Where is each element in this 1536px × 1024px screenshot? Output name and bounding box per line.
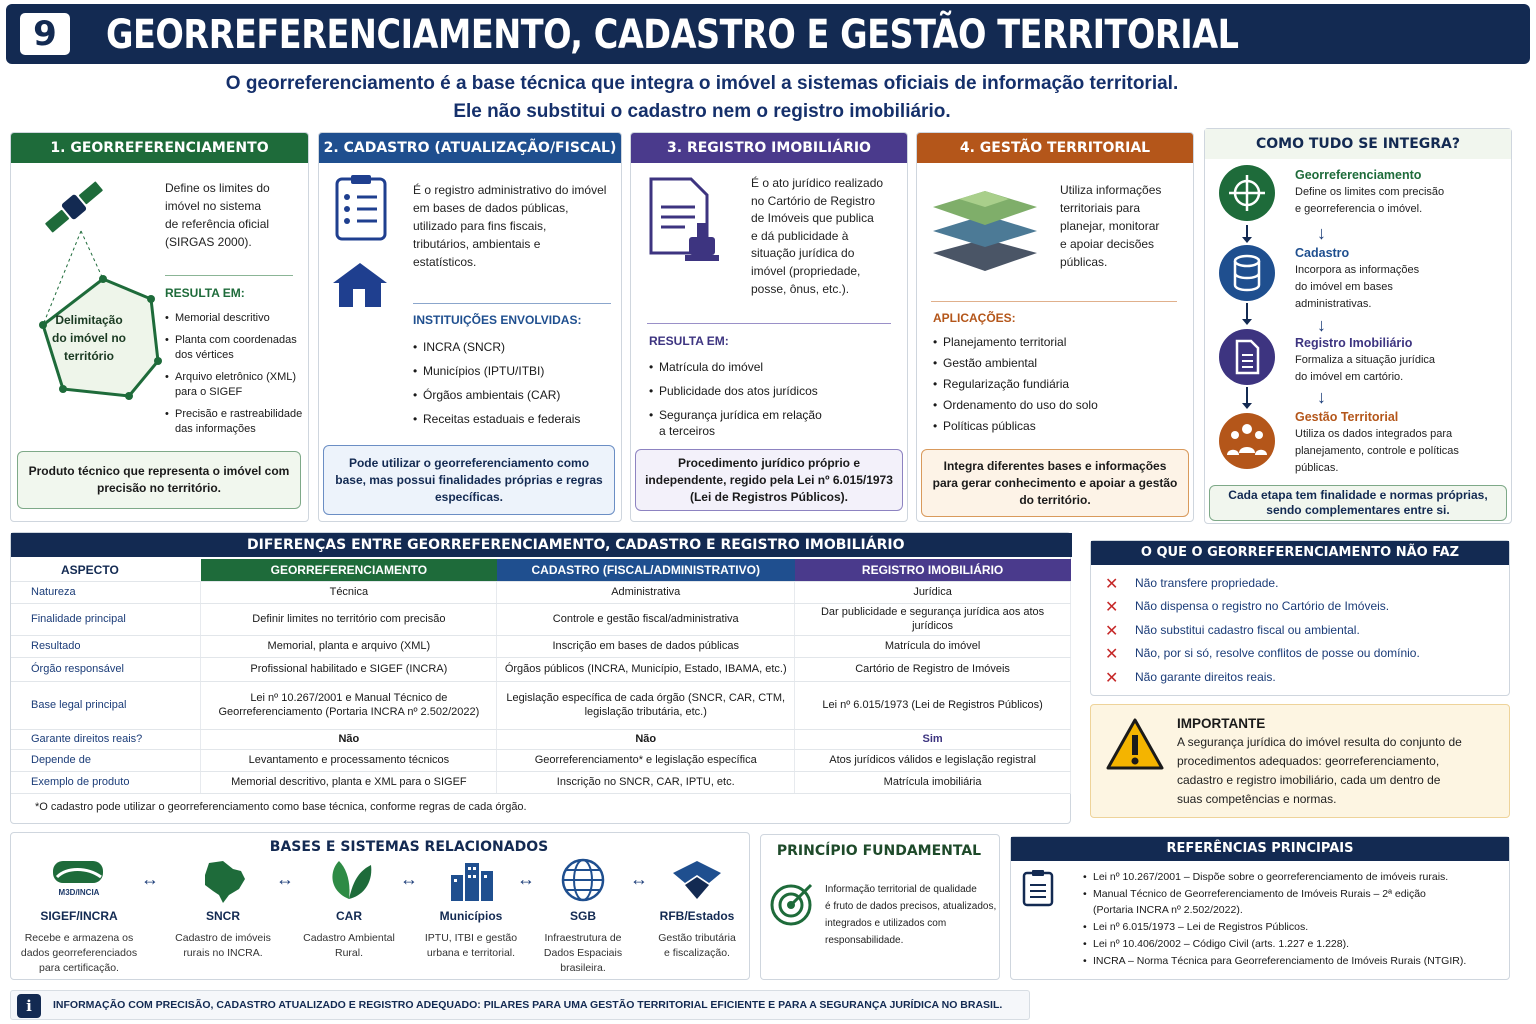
table-row — [11, 681, 1071, 729]
row-label: Depende de — [11, 749, 201, 771]
not-do-panel — [1090, 540, 1510, 696]
brazil-map-icon — [195, 857, 251, 903]
list-item-text: Não garante direitos reais. — [1135, 669, 1276, 684]
table-cell: Jurídica — [795, 581, 1071, 603]
double-arrow-icon: ↔ — [517, 869, 535, 889]
differences-table-panel — [10, 532, 1071, 824]
table-cell: Memorial descritivo, planta e XML para o SIGEF — [201, 771, 497, 793]
subtitle-line-1: O georreferenciamento é a base técnica que integra o imóvel a sistemas oficiais de informação territorial. — [225, 73, 1179, 94]
people-icon — [1219, 413, 1275, 469]
table-cell: Profissional habilitado e SIGEF (INCRA) — [201, 657, 497, 681]
panel-title: BASES E SISTEMAS RELACIONADOS — [269, 839, 549, 855]
list-item — [1105, 598, 1505, 621]
card-description — [413, 181, 619, 271]
desc-line: (SIRGAS 2000). — [165, 235, 252, 249]
table-row — [11, 581, 1071, 603]
desc-line: estatísticos. — [413, 255, 477, 269]
list-item — [1083, 953, 1503, 969]
step-text: planejamento, controle e políticas — [1295, 445, 1459, 457]
references-list — [1083, 869, 1503, 970]
system-name: RFB/Estados — [659, 909, 735, 923]
col-header: CADASTRO (FISCAL/ADMINISTRATIVO) — [497, 559, 795, 581]
institutions-list — [413, 339, 613, 435]
integration-step — [1295, 335, 1505, 386]
down-arrow-icon: ↓ — [1317, 223, 1326, 243]
principle-line: responsabilidade. — [825, 935, 904, 946]
panel-title: COMO TUDO SE INTEGRA? — [1205, 129, 1511, 159]
desc-line: tributários, ambientais e — [413, 237, 541, 251]
row-label: Órgão responsável — [11, 657, 201, 681]
table-footnote: *O cadastro pode utilizar o georreferenciamento como base técnica, conforme regras de cada órgão. — [35, 801, 527, 813]
step-text: do imóvel em bases — [1295, 281, 1393, 293]
desc-line: posse, ônus, etc.). — [751, 281, 850, 296]
system-description-line: Rural. — [334, 947, 363, 959]
step-text: Define os limites com precisão — [1295, 186, 1445, 198]
system-description — [13, 931, 145, 976]
system-description-line: e fiscalização. — [664, 947, 730, 959]
step-text: do imóvel em cartório. — [1295, 371, 1404, 383]
principle-text — [825, 881, 997, 949]
clipboard-icon — [333, 173, 393, 243]
step-name: Registro Imobiliário — [1295, 336, 1413, 350]
result-list — [649, 359, 899, 447]
rfb-logo-icon — [669, 857, 725, 903]
step-text: administrativas. — [1295, 298, 1372, 310]
house-icon — [329, 259, 391, 311]
table-cell: Não — [201, 729, 497, 749]
table-row — [11, 603, 1071, 635]
section-heading: INSTITUIÇÕES ENVOLVIDAS: — [413, 313, 582, 327]
important-line: A segurança jurídica do imóvel resulta do conjunto de — [1177, 735, 1462, 749]
footer-text: INFORMAÇÃO COM PRECISÃO, CADASTRO ATUALIZADO E REGISTRO ADEQUADO: PILARES PARA UMA GESTÃO TERRITORIAL EFICIENTE E PARA A SEGURANÇA JURÍDICA NO BRASIL. — [53, 999, 1003, 1011]
subtitle — [0, 70, 1404, 126]
list-item — [1105, 622, 1505, 645]
card-footer-box: Pode utilizar o georreferenciamento como base, mas possui finalidades próprias e regras específicas. — [323, 445, 615, 515]
table-cell: Inscrição em bases de dados públicas — [497, 635, 795, 657]
table-cell: Órgãos públicos (INCRA, Município, Estado, IBAMA, etc.) — [497, 657, 795, 681]
result-list — [165, 311, 305, 444]
polygon-label — [49, 311, 129, 365]
system-description-line: Cadastro de imóveis — [175, 932, 271, 944]
card-title: 4. GESTÃO TERRITORIAL — [917, 133, 1193, 163]
table-cell: Georreferenciamento* e legislação específica — [497, 749, 795, 771]
list-item: • Gestão ambiental — [933, 356, 1183, 370]
list-item-text: • Planta com coordenadas — [175, 334, 297, 346]
panel-title: REFERÊNCIAS PRINCIPAIS — [1011, 837, 1509, 861]
list-item — [165, 333, 305, 363]
table-cell: Controle e gestão fiscal/administrativa — [497, 603, 795, 635]
integration-step — [1295, 409, 1505, 477]
system-description — [517, 931, 649, 976]
table-cell: Atos jurídicos válidos e legislação registral — [795, 749, 1071, 771]
list-item-text: dos vértices — [175, 349, 234, 361]
system-description — [631, 931, 763, 961]
divider — [413, 303, 611, 304]
step-text: públicas. — [1295, 462, 1339, 474]
list-item-text: • Manual Técnico de Georreferenciamento de Imóveis Rurais – 2ª edição — [1093, 888, 1426, 900]
list-item-text: Não dispensa o registro no Cartório de Imóveis. — [1135, 599, 1390, 614]
row-label: Exemplo de produto — [11, 771, 201, 793]
card-footer-box: Procedimento jurídico próprio e independente, regido pela Lei nº 6.015/1973 (Lei de Registros Públicos). — [635, 449, 903, 511]
document-stamp-icon — [645, 175, 725, 265]
list-item — [649, 407, 899, 439]
list-item-text: Não, por si só, resolve conflitos de posse ou domínio. — [1135, 646, 1420, 661]
polygon-label-line: Delimitação — [55, 313, 123, 327]
related-systems-panel — [10, 832, 750, 980]
desc-line: no Cartório de Registro — [751, 193, 876, 208]
panel-title: O QUE O GEORREFERENCIAMENTO NÃO FAZ — [1091, 541, 1509, 565]
important-line: cadastro e registro imobiliário, cada um dentro de — [1177, 773, 1441, 787]
card-footer-box: Integra diferentes bases e informações para gerar conhecimento e apoiar a gestão do território. — [921, 449, 1189, 517]
table-cell: Matrícula imobiliária — [795, 771, 1071, 793]
list-item — [649, 359, 899, 375]
table-cell: Administrativa — [497, 581, 795, 603]
list-item-text: das informações — [175, 423, 256, 435]
principle-panel — [760, 834, 1000, 980]
subtitle-line-2: Ele não substitui o cadastro nem o registro imobiliário. — [453, 101, 951, 122]
list-item — [165, 407, 305, 437]
document-icon — [1219, 329, 1275, 385]
database-icon — [1219, 245, 1275, 301]
desc-line: Utiliza informações — [1060, 183, 1162, 197]
list-item-text: • Lei nº 10.267/2001 – Dispõe sobre o georreferenciamento de imóveis rurais. — [1093, 871, 1449, 883]
double-arrow-icon: ↔ — [630, 869, 648, 889]
system-description-line: brasileira. — [560, 962, 606, 974]
svg-text:M3D/INCIA: M3D/INCIA — [58, 888, 100, 897]
table-row — [11, 635, 1071, 657]
list-item-text: • Arquivo eletrônico (XML) — [175, 371, 297, 383]
divider — [165, 275, 293, 276]
desc-line: É o ato jurídico realizado — [751, 176, 884, 190]
integration-step — [1295, 167, 1505, 218]
buildings-icon — [443, 857, 499, 903]
desc-line: utilizado para fins fiscais, — [413, 219, 547, 233]
double-arrow-icon: ↔ — [276, 869, 294, 889]
system-description-line: dados georreferenciados — [20, 947, 138, 959]
system-description-line: para certificação. — [39, 962, 119, 974]
page-title: GEORREFERENCIAMENTO, CADASTRO E GESTÃO TERRITORIAL — [106, 12, 1239, 58]
list-item-text: • Segurança jurídica em relação — [659, 408, 822, 422]
list-item: • Ordenamento do uso do solo — [933, 398, 1183, 412]
integration-step — [1295, 245, 1505, 313]
desc-line: imóvel (propriedade, — [751, 263, 861, 278]
desc-line: Define os limites do — [165, 181, 270, 195]
applications-list — [933, 335, 1183, 440]
list-item: • Receitas estaduais e federais — [413, 411, 613, 427]
important-panel — [1090, 704, 1510, 818]
polygon-label-line: território — [63, 349, 114, 363]
desc-line: públicas. — [1060, 255, 1108, 269]
list-item — [1083, 936, 1503, 952]
step-text: e georreferencia o imóvel. — [1295, 203, 1423, 215]
list-item: • Municípios (IPTU/ITBI) — [413, 363, 613, 379]
list-item-text: • Publicidade dos atos jurídicos — [659, 384, 818, 398]
principle-line: integrados e utilizados com — [825, 918, 947, 929]
warning-icon — [1105, 717, 1165, 771]
list-item — [165, 311, 305, 326]
list-item-text: (Portaria INCRA nº 2.502/2022). — [1093, 904, 1243, 916]
row-label: Resultado — [11, 635, 201, 657]
card-title: 3. REGISTRO IMOBILIÁRIO — [631, 133, 907, 163]
double-arrow-icon: ↔ — [141, 869, 159, 889]
row-label: Base legal principal — [11, 681, 201, 729]
down-arrow-icon: ↓ — [1317, 387, 1326, 407]
card-title: 1. GEORREFERENCIAMENTO — [11, 133, 308, 163]
system-description — [283, 931, 415, 961]
card-registro — [630, 132, 908, 522]
desc-line: de Imóveis que publica — [751, 211, 874, 226]
references-panel — [1010, 836, 1510, 980]
section-number: 9 — [20, 13, 70, 55]
list-item: • Órgãos ambientais (CAR) — [413, 387, 613, 403]
card-gestao — [916, 132, 1194, 522]
polygon-label-line: do imóvel no — [51, 331, 126, 345]
integration-panel — [1204, 128, 1512, 524]
card-footer-box: Produto técnico que representa o imóvel com precisão no território. — [17, 451, 301, 509]
desc-line: situação jurídica do — [751, 246, 855, 261]
document-list-icon — [1021, 869, 1057, 907]
list-item — [1105, 645, 1505, 668]
card-description — [1060, 181, 1190, 271]
x-mark-icon: ✕ — [1105, 599, 1119, 617]
table-header-row — [11, 559, 1071, 581]
list-item-text: Não substitui cadastro fiscal ou ambiental. — [1135, 622, 1360, 637]
double-arrow-icon: ↔ — [400, 869, 418, 889]
system-description-line: Infraestrutura de — [544, 932, 622, 944]
panel-title: PRINCÍPIO FUNDAMENTAL — [776, 843, 982, 859]
system-description-line: rurais no INCRA. — [183, 947, 263, 959]
list-item-text: • Precisão e rastreabilidade — [175, 408, 303, 420]
globe-icon — [555, 857, 611, 903]
list-item-text: • Memorial descritivo — [175, 312, 270, 324]
card-georreferenciamento — [10, 132, 309, 522]
x-mark-icon: ✕ — [1105, 576, 1119, 593]
list-item-text: Não transfere propriedade. — [1135, 576, 1279, 590]
important-title: IMPORTANTE — [1177, 716, 1266, 731]
system-name: SIGEF/INCRA — [40, 909, 118, 923]
list-item — [1083, 886, 1503, 918]
list-item-text: para o SIGEF — [175, 386, 243, 398]
step-name: Georreferenciamento — [1295, 168, 1422, 182]
not-do-list — [1105, 575, 1505, 692]
table-cell: Dar publicidade e segurança jurídica aos atos jurídicos — [795, 603, 1071, 635]
table-cell: Memorial, planta e arquivo (XML) — [201, 635, 497, 657]
desc-line: imóvel no sistema — [165, 199, 262, 213]
principle-line: é fruto de dados precisos, atualizados, — [825, 901, 997, 912]
table-cell: Sim — [795, 729, 1071, 749]
table-cell: Técnica — [201, 581, 497, 603]
table-row — [11, 657, 1071, 681]
table-cell: Não — [497, 729, 795, 749]
desc-line: e apoiar decisões — [1060, 237, 1155, 251]
row-label: Garante direitos reais? — [11, 729, 201, 749]
desc-line: em bases de dados públicas, — [413, 201, 569, 215]
important-line: procedimentos adequados: georreferenciamento, — [1177, 754, 1440, 768]
integration-icons — [1217, 165, 1277, 485]
list-item — [1083, 869, 1503, 885]
important-line: suas competências e normas. — [1177, 792, 1337, 806]
desc-line: de referência oficial — [165, 217, 270, 231]
section-heading: RESULTA EM: — [165, 286, 245, 300]
down-arrow-icon: ↓ — [1317, 315, 1326, 335]
list-item-text: • Lei nº 6.015/1973 – Lei de Registros Públicos. — [1093, 921, 1309, 933]
table-cell: Definir limites no território com precisão — [201, 603, 497, 635]
list-item — [1083, 919, 1503, 935]
differences-table — [11, 559, 1071, 794]
system-description-line: Gestão tributária — [658, 932, 736, 944]
list-item — [649, 383, 899, 399]
x-mark-icon: ✕ — [1105, 669, 1119, 687]
list-item-text: • Matrícula do imóvel — [659, 360, 764, 374]
system-description-line: Cadastro Ambiental — [303, 932, 395, 944]
table-cell: Lei nº 6.015/1973 (Lei de Registros Públicos) — [795, 681, 1071, 729]
list-item — [1105, 669, 1505, 692]
table-row — [11, 749, 1071, 771]
card-cadastro — [318, 132, 622, 522]
system-description-line: urbana e territorial. — [426, 947, 516, 959]
incra-logo-icon — [51, 857, 107, 897]
list-item-text: • INCRA – Norma Técnica para Georreferenciamento de Imóveis Rurais (NTGIR). — [1093, 955, 1467, 967]
table-cell: Matrícula do imóvel — [795, 635, 1071, 657]
table-title: DIFERENÇAS ENTRE GEORREFERENCIAMENTO, CADASTRO E REGISTRO IMOBILIÁRIO — [11, 533, 1072, 557]
target-icon — [769, 879, 817, 927]
step-name: Gestão Territorial — [1295, 410, 1399, 424]
table-cell: Lei nº 10.267/2001 e Manual Técnico de Georreferenciamento (Portaria INCRA nº 2.502/2022) — [201, 681, 497, 729]
leaf-icon — [321, 857, 377, 903]
list-item-text: a terceiros — [659, 424, 716, 438]
system-description-line: Dados Espaciais — [543, 947, 623, 959]
table-row — [11, 771, 1071, 793]
list-item: • INCRA (SNCR) — [413, 339, 613, 355]
section-heading: APLICAÇÕES: — [933, 311, 1016, 325]
info-icon: i — [17, 994, 41, 1018]
card-description — [751, 175, 906, 298]
table-cell: Legislação específica de cada órgão (SNCR, CAR, CTM, legislação tributária, etc.) — [497, 681, 795, 729]
divider — [931, 301, 1177, 302]
table-cell: Inscrição no SNCR, CAR, IPTU, etc. — [497, 771, 795, 793]
table-row — [11, 729, 1071, 749]
step-name: Cadastro — [1295, 246, 1350, 260]
system-name: Municípios — [439, 909, 503, 923]
section-heading: RESULTA EM: — [649, 334, 729, 348]
system-name: SGB — [569, 909, 596, 923]
step-text: Utiliza os dados integrados para — [1295, 428, 1453, 440]
principle-line: Informação territorial de qualidade — [825, 884, 977, 895]
step-text: Incorpora as informações — [1295, 264, 1420, 276]
col-header: GEORREFERENCIAMENTO — [201, 559, 497, 581]
list-item — [165, 370, 305, 400]
list-item: • Planejamento territorial — [933, 335, 1183, 349]
x-mark-icon: ✕ — [1105, 622, 1119, 640]
list-item — [1105, 575, 1505, 598]
col-header: ASPECTO — [11, 559, 201, 581]
card-description — [165, 179, 305, 251]
list-item: • Políticas públicas — [933, 419, 1183, 433]
map-layers-icon — [929, 179, 1041, 279]
system-description-line: IPTU, ITBI e gestão — [424, 932, 518, 944]
desc-line: e dá publicidade à — [751, 228, 849, 243]
header-bar — [6, 4, 1530, 64]
table-cell: Cartório de Registro de Imóveis — [795, 657, 1071, 681]
desc-line: É o registro administrativo do imóvel — [413, 183, 607, 197]
x-mark-icon: ✕ — [1105, 646, 1119, 664]
desc-line: territoriais para — [1060, 201, 1141, 215]
row-label: Finalidade principal — [11, 603, 201, 635]
footer-bar — [10, 990, 1030, 1020]
system-name: SNCR — [205, 909, 240, 923]
system-description-line: Recebe e armazena os — [24, 932, 134, 944]
list-item-text: • Lei nº 10.406/2002 – Código Civil (arts. 1.227 e 1.228). — [1093, 938, 1349, 950]
system-description — [157, 931, 289, 961]
row-label: Natureza — [11, 581, 201, 603]
system-name: CAR — [336, 909, 362, 923]
col-header: REGISTRO IMOBILIÁRIO — [795, 559, 1071, 581]
table-cell: Levantamento e processamento técnicos — [201, 749, 497, 771]
card-title: 2. CADASTRO (ATUALIZAÇÃO/FISCAL) — [319, 133, 621, 163]
step-text: Formaliza a situação jurídica — [1295, 354, 1436, 366]
list-item: • Regularização fundiária — [933, 377, 1183, 391]
divider — [647, 323, 891, 324]
desc-line: planejar, monitorar — [1060, 219, 1160, 233]
panel-footer-box: Cada etapa tem finalidade e normas próprias, sendo complementares entre si. — [1209, 485, 1507, 521]
important-text — [1177, 733, 1507, 809]
